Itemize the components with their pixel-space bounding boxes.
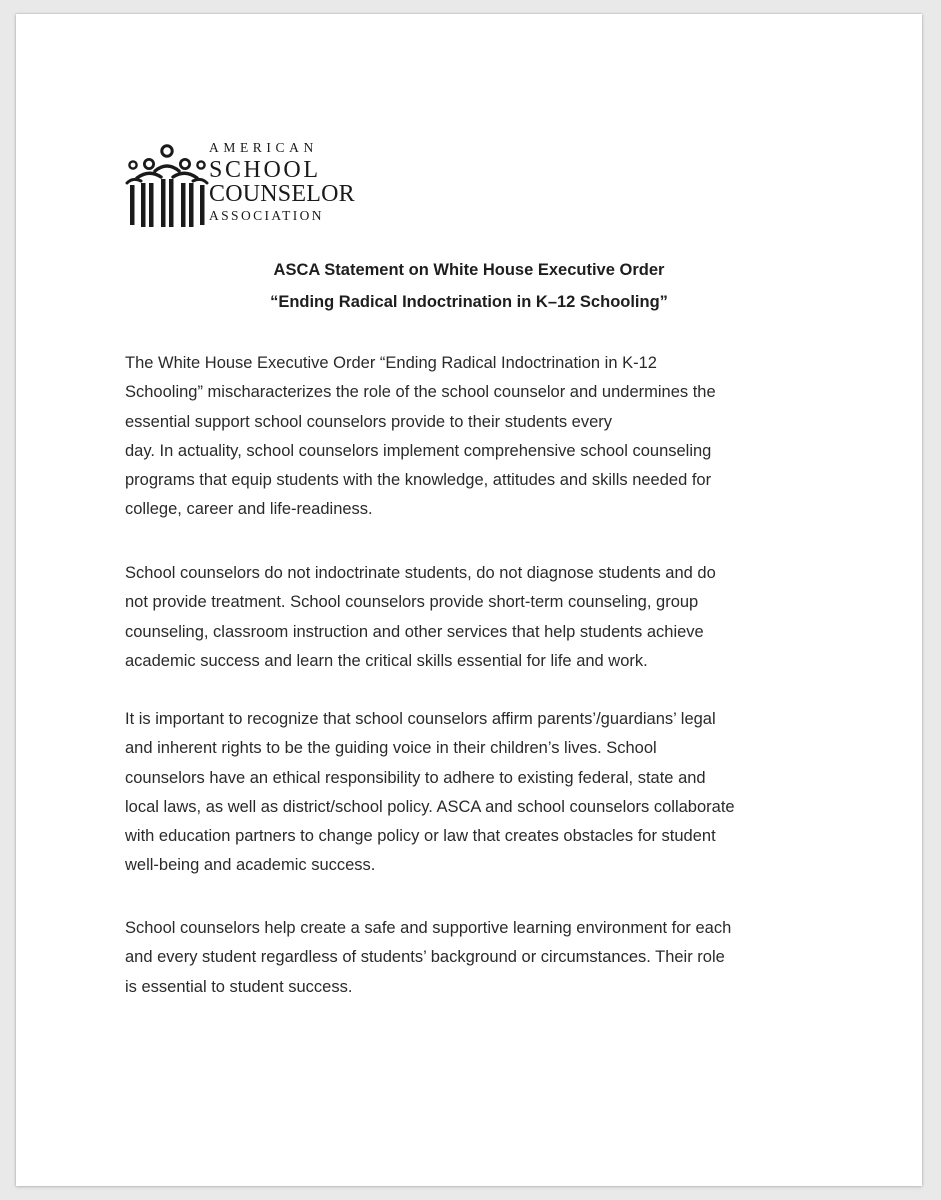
statement-subtitle: “Ending Radical Indoctrination in K–12 Schooling” <box>270 293 668 311</box>
logo-word-association: ASSOCIATION <box>209 207 324 223</box>
logo-word-school: SCHOOL <box>209 156 321 183</box>
paragraph-line: academic success and learn the critical skills essential for life and work. <box>125 651 648 670</box>
paragraph-1 <box>125 349 825 525</box>
logo-wordmark <box>209 141 355 222</box>
paragraph-3 <box>125 705 825 881</box>
paragraph-2 <box>125 559 825 676</box>
paragraph-4 <box>125 914 825 1002</box>
paragraph-line: School counselors help create a safe and supportive learning environment for each <box>125 919 732 937</box>
logo-word-american: AMERICAN <box>209 140 318 155</box>
statement-title: ASCA Statement on White House Executive Order <box>273 261 665 279</box>
paragraph-line: is essential to student success. <box>125 977 353 996</box>
paragraph-line: School counselors do not indoctrinate students, do not diagnose students and do <box>125 564 716 582</box>
paragraph-line: It is important to recognize that school counselors affirm parents’/guardians’ legal <box>125 710 716 728</box>
paragraph-line: essential support school counselors provide to their students every <box>125 412 613 431</box>
paragraph-line: counselors have an ethical responsibility to adhere to existing federal, state and <box>125 768 706 787</box>
logo-word-counselor: COUNSELOR <box>209 180 355 207</box>
paragraph-line: day. In actuality, school counselors implement comprehensive school counseling <box>125 441 712 460</box>
paragraph-line: and inherent rights to be the guiding voice in their children’s lives. School <box>125 739 657 758</box>
paragraph-line: with education partners to change policy or law that creates obstacles for student <box>125 827 716 846</box>
paragraph-line: and every student regardless of students’ background or circumstances. Their role <box>125 948 725 967</box>
paragraph-line: well-being and academic success. <box>125 856 376 875</box>
document-page <box>16 14 922 1186</box>
paragraph-line: not provide treatment. School counselors provide short-term counseling, group <box>125 593 699 612</box>
paragraph-line: college, career and life-readiness. <box>125 500 373 519</box>
paragraph-line: local laws, as well as district/school policy. ASCA and school counselors collaborate <box>125 797 735 816</box>
paragraph-line: programs that equip students with the knowledge, attitudes and skills needed for <box>125 471 712 490</box>
paragraph-line: The White House Executive Order “Ending Radical Indoctrination in K-12 <box>125 354 657 372</box>
paragraph-line: Schooling” mischaracterizes the role of the school counselor and undermines the <box>125 383 716 402</box>
paragraph-line: counseling, classroom instruction and other services that help students achieve <box>125 622 704 641</box>
people-columns-icon <box>125 129 211 233</box>
asca-logo <box>125 129 365 233</box>
